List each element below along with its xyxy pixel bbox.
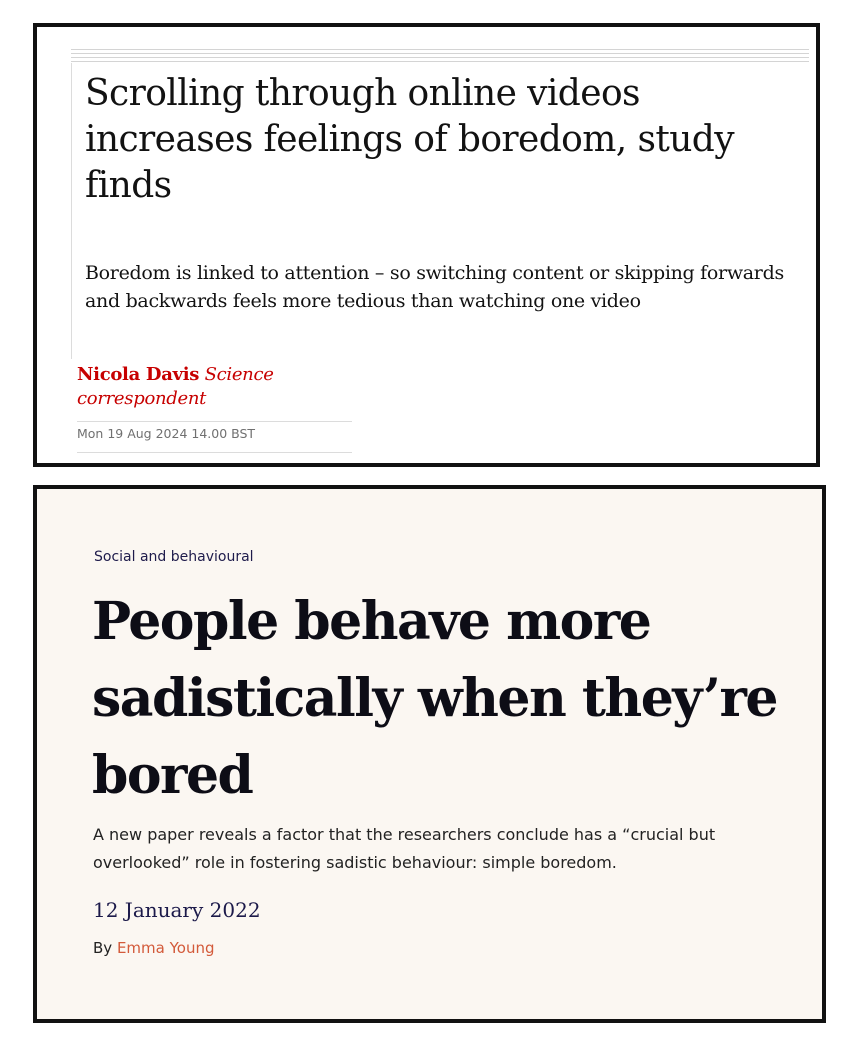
author-link[interactable]: Emma Young: [116, 939, 215, 957]
divider: [77, 421, 352, 422]
byline: [93, 939, 215, 957]
category-label[interactable]: Social and behavioural: [94, 549, 254, 565]
guardian-article-card: [33, 23, 820, 467]
article-headline[interactable]: Scrolling through online videos increases feelings of boredom, study finds: [85, 73, 734, 206]
divider: [77, 452, 352, 453]
author-role: Science correspondent: [77, 364, 274, 409]
article-headline[interactable]: People behave more sadistically when they’re bored: [92, 591, 777, 806]
article-summary: A new paper reveals a factor that the researchers conclude has a “crucial but overlooked” role in fostering sadistic behaviour: simple boredom.: [93, 825, 716, 872]
column-divider: [71, 63, 72, 359]
publish-date: 12 January 2022: [93, 898, 261, 922]
bps-article-card: [33, 485, 826, 1023]
publish-date: Mon 19 Aug 2024 14.00 BST: [77, 426, 256, 441]
byline: [77, 363, 337, 411]
author-link[interactable]: Nicola Davis: [77, 364, 200, 385]
byline-prefix: By: [93, 939, 113, 957]
article-standfirst: Boredom is linked to attention – so switching content or skipping forwards and backwards feels more tedious than watching one video: [85, 262, 784, 312]
header-rules: [71, 49, 809, 63]
